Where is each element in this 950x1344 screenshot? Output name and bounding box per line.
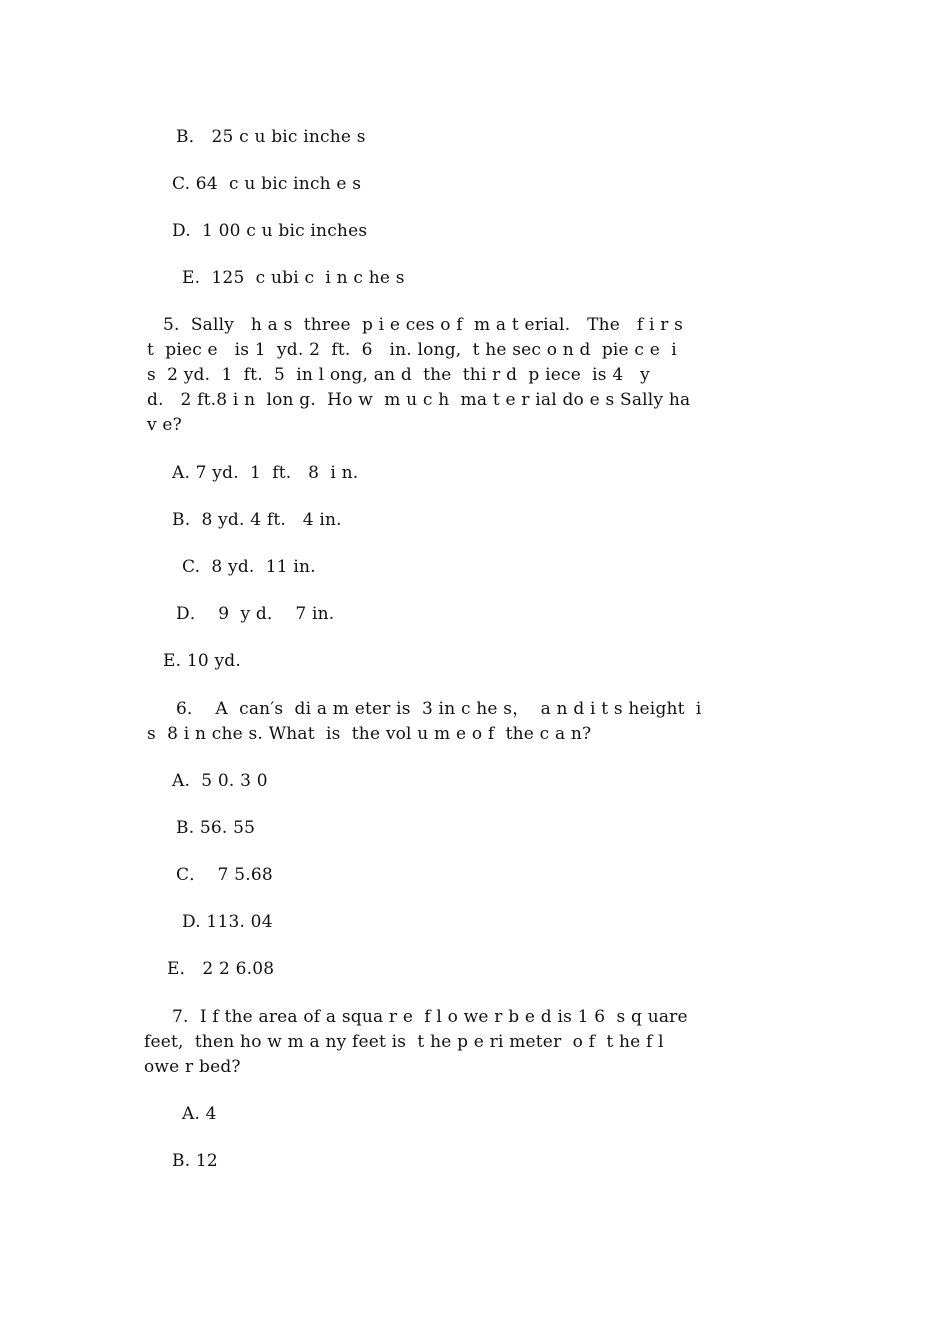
q5-text-line: 5. Sally h a s three p i e ces o f m a t erial. The f i r s [163, 315, 684, 335]
q5-option-e: E. 10 yd. [163, 651, 241, 671]
q7-option-a: A. 4 [182, 1104, 217, 1124]
q4-option-b: B． 25 c u bic inche s [176, 127, 366, 147]
q4-option-e: E. 125 c ubi c i n c he s [182, 268, 405, 288]
q4-option-c: C. 64 c u bic inch e s [172, 174, 362, 194]
q5-option-c: C. 8 yd. 11 in. [182, 557, 316, 577]
q5-text-line: d. 2 ft.8 i n lon g. Ho w m u c h ma t e r ial do e s Sally ha [147, 390, 691, 410]
q5-text-line: v e? [147, 415, 182, 435]
q4-option-d: D. 1 00 c u bic inches [172, 221, 368, 241]
q6-option-b: B. 56. 55 [176, 818, 256, 838]
q5-text-line: s 2 yd. 1 ft. 5 in l ong, an d the thi r d p iece is 4 y [147, 365, 650, 385]
q5-text-line: t piec e is 1 yd. 2 ft. 6 in. long, t he sec o n d pie c e i [147, 340, 677, 360]
q7-text-line: 7. I f the area of a squa r e f l o we r b e d is 1 6 s q uare [172, 1007, 688, 1027]
q7-text-line: feet, then ho w m a ny feet is t he p e ri meter o f t he f l [144, 1032, 664, 1052]
q6-option-c: C． 7 5.68 [176, 865, 273, 885]
q7-text-line: owe r bed? [144, 1057, 241, 1077]
q5-option-a: A. 7 yd. 1 ft. 8 i n. [172, 463, 359, 483]
q7-option-b: B. 12 [172, 1151, 218, 1171]
q6-option-d: D. 113. 04 [182, 912, 273, 932]
q6-option-e: E． 2 2 6.08 [167, 959, 275, 979]
q6-option-a: A. 5 0. 3 0 [172, 771, 268, 791]
q6-text-line: s 8 i n che s. What is the vol u m e o f the c a n? [147, 724, 592, 744]
q6-text-line: 6． A can′s di a m eter is 3 in c he s， a n d i t s height i [176, 699, 702, 719]
q5-option-b: B. 8 yd. 4 ft. 4 in. [172, 510, 342, 530]
q5-option-d: D． 9 y d． 7 in. [176, 604, 335, 624]
